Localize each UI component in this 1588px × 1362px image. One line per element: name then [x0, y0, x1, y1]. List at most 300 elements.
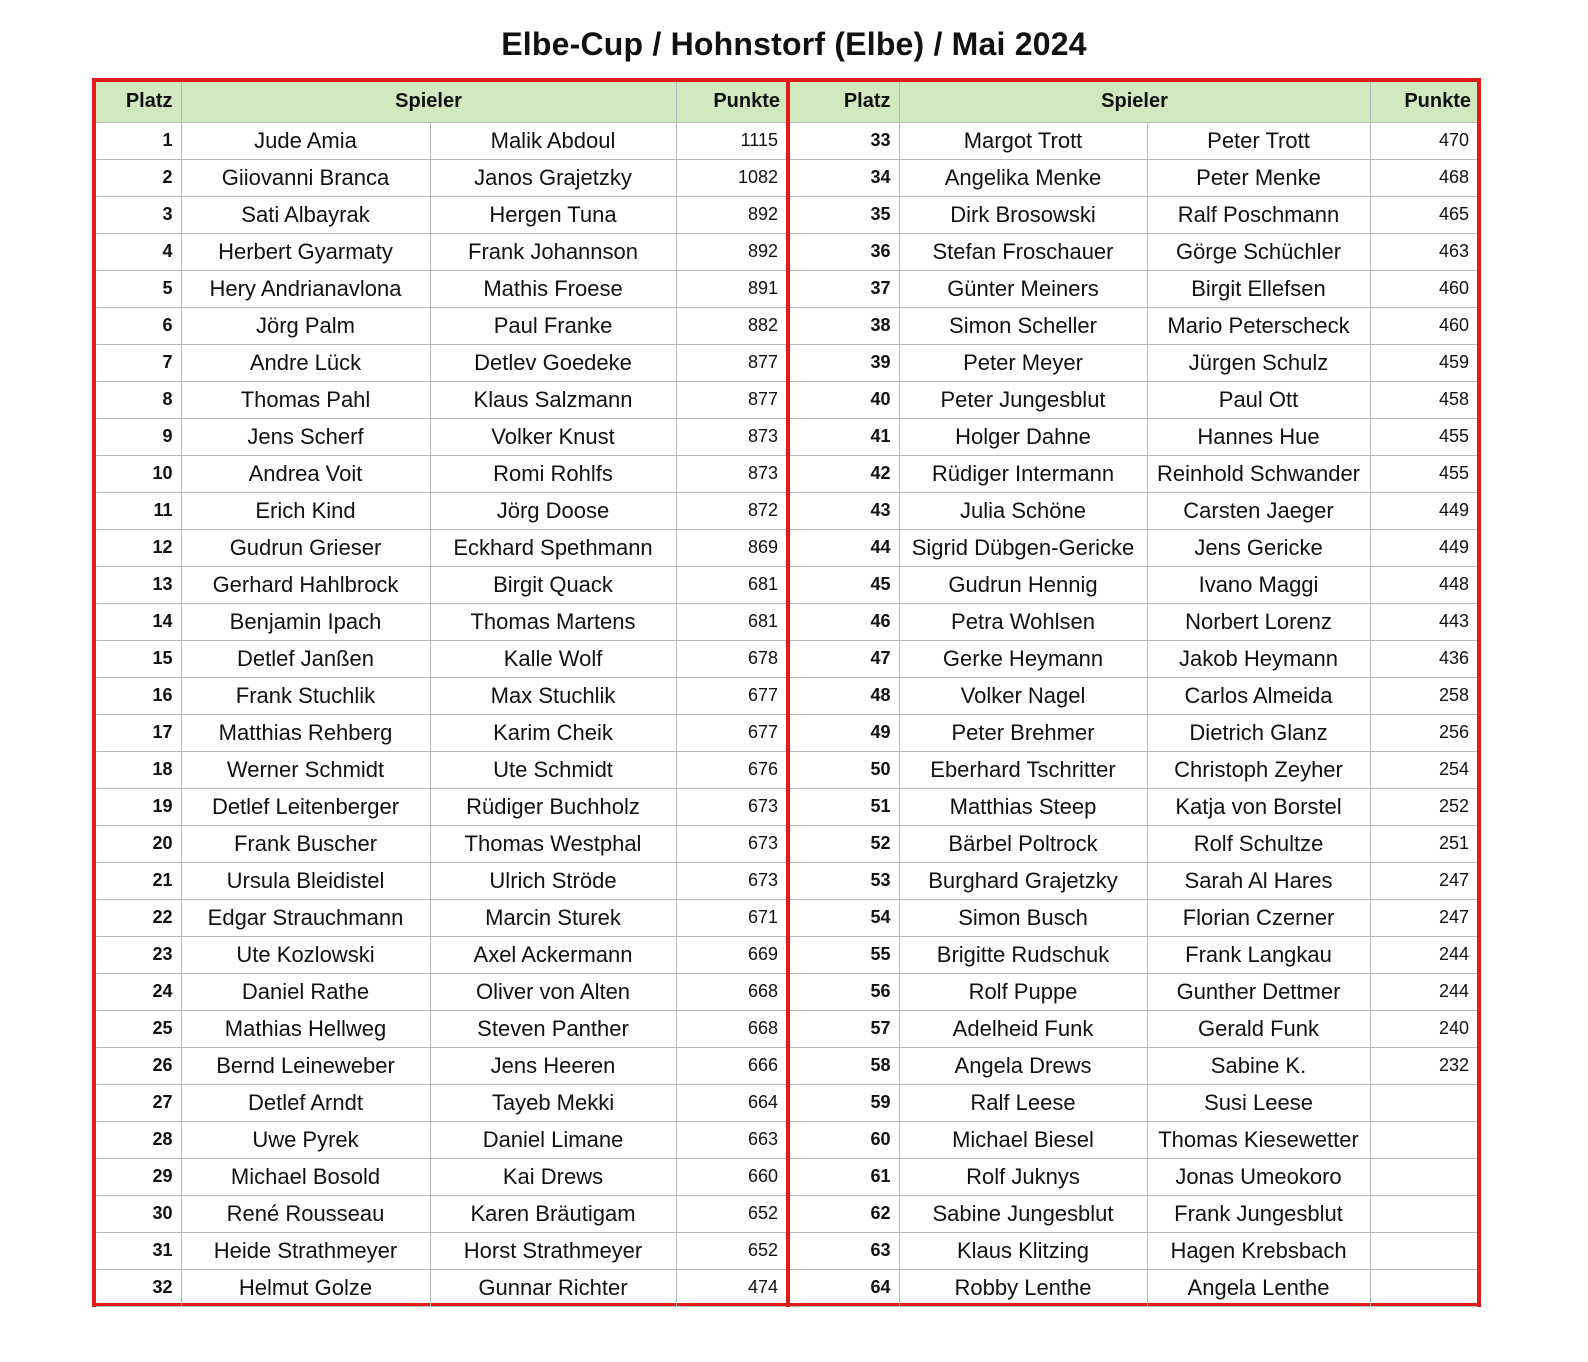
points-cell: 892 — [676, 196, 786, 233]
player-2-cell: Hannes Hue — [1147, 418, 1370, 455]
table-row — [790, 529, 1477, 566]
table-row — [96, 122, 786, 159]
player-1-cell: Giiovanni Branca — [181, 159, 430, 196]
table-row — [96, 862, 786, 899]
player-2-cell: Sarah Al Hares — [1147, 862, 1370, 899]
player-1-cell: Andre Lück — [181, 344, 430, 381]
rank-cell: 24 — [96, 973, 181, 1010]
player-2-cell: Tayeb Mekki — [430, 1084, 676, 1121]
player-1-cell: Jörg Palm — [181, 307, 430, 344]
rank-cell: 35 — [790, 196, 899, 233]
player-1-cell: Ursula Bleidistel — [181, 862, 430, 899]
table-row — [790, 344, 1477, 381]
points-cell: 460 — [1370, 270, 1477, 307]
points-cell — [1370, 1158, 1477, 1195]
rank-cell: 28 — [96, 1121, 181, 1158]
player-2-cell: Paul Franke — [430, 307, 676, 344]
table-row — [790, 1121, 1477, 1158]
rank-cell: 33 — [790, 122, 899, 159]
points-cell: 673 — [676, 862, 786, 899]
table-row — [790, 270, 1477, 307]
table-row — [96, 233, 786, 270]
table-row — [790, 899, 1477, 936]
points-cell: 455 — [1370, 418, 1477, 455]
player-1-cell: Sabine Jungesblut — [899, 1195, 1147, 1232]
player-1-cell: Hery Andrianavlona — [181, 270, 430, 307]
header-punkte: Punkte — [676, 82, 786, 122]
player-2-cell: Thomas Kiesewetter — [1147, 1121, 1370, 1158]
points-cell: 652 — [676, 1232, 786, 1269]
points-cell: 668 — [676, 1010, 786, 1047]
player-2-cell: Jürgen Schulz — [1147, 344, 1370, 381]
points-cell: 251 — [1370, 825, 1477, 862]
ranking-table-right — [790, 82, 1477, 1307]
points-cell: 252 — [1370, 788, 1477, 825]
rank-cell: 8 — [96, 381, 181, 418]
player-2-cell: Paul Ott — [1147, 381, 1370, 418]
table-row — [96, 344, 786, 381]
player-1-cell: René Rousseau — [181, 1195, 430, 1232]
player-2-cell: Thomas Martens — [430, 603, 676, 640]
player-1-cell: Herbert Gyarmaty — [181, 233, 430, 270]
rank-cell: 26 — [96, 1047, 181, 1084]
rank-cell: 18 — [96, 751, 181, 788]
points-cell: 869 — [676, 529, 786, 566]
rank-cell: 48 — [790, 677, 899, 714]
table-row — [96, 603, 786, 640]
player-2-cell: Horst Strathmeyer — [430, 1232, 676, 1269]
player-2-cell: Ulrich Ströde — [430, 862, 676, 899]
rank-cell: 57 — [790, 1010, 899, 1047]
player-2-cell: Görge Schüchler — [1147, 233, 1370, 270]
ranking-table-left — [96, 82, 786, 1307]
table-row — [96, 788, 786, 825]
table-row — [790, 1158, 1477, 1195]
rank-cell: 31 — [96, 1232, 181, 1269]
rank-cell: 1 — [96, 122, 181, 159]
points-cell: 474 — [676, 1269, 786, 1306]
rank-cell: 51 — [790, 788, 899, 825]
player-1-cell: Andrea Voit — [181, 455, 430, 492]
table-row — [96, 1232, 786, 1269]
points-cell: 247 — [1370, 899, 1477, 936]
header-spieler: Spieler — [181, 82, 676, 122]
player-1-cell: Stefan Froschauer — [899, 233, 1147, 270]
table-row — [790, 307, 1477, 344]
rank-cell: 52 — [790, 825, 899, 862]
points-cell: 463 — [1370, 233, 1477, 270]
table-body-left — [96, 122, 786, 1306]
player-1-cell: Robby Lenthe — [899, 1269, 1147, 1306]
table-row — [96, 1084, 786, 1121]
player-1-cell: Holger Dahne — [899, 418, 1147, 455]
header-platz: Platz — [790, 82, 899, 122]
points-cell: 240 — [1370, 1010, 1477, 1047]
player-1-cell: Eberhard Tschritter — [899, 751, 1147, 788]
points-cell: 660 — [676, 1158, 786, 1195]
rank-cell: 15 — [96, 640, 181, 677]
points-cell: 455 — [1370, 455, 1477, 492]
player-1-cell: Burghard Grajetzky — [899, 862, 1147, 899]
table-row — [96, 196, 786, 233]
points-cell: 872 — [676, 492, 786, 529]
rank-cell: 62 — [790, 1195, 899, 1232]
points-cell: 681 — [676, 566, 786, 603]
table-row — [96, 307, 786, 344]
table-row — [96, 1269, 786, 1306]
points-cell: 459 — [1370, 344, 1477, 381]
points-cell: 676 — [676, 751, 786, 788]
player-1-cell: Simon Busch — [899, 899, 1147, 936]
rank-cell: 7 — [96, 344, 181, 381]
player-1-cell: Angelika Menke — [899, 159, 1147, 196]
points-cell: 666 — [676, 1047, 786, 1084]
player-2-cell: Daniel Limane — [430, 1121, 676, 1158]
player-1-cell: Günter Meiners — [899, 270, 1147, 307]
table-row — [790, 640, 1477, 677]
points-cell: 256 — [1370, 714, 1477, 751]
player-2-cell: Peter Trott — [1147, 122, 1370, 159]
player-2-cell: Axel Ackermann — [430, 936, 676, 973]
player-1-cell: Edgar Strauchmann — [181, 899, 430, 936]
table-row — [790, 1010, 1477, 1047]
points-cell: 882 — [676, 307, 786, 344]
table-row — [790, 1232, 1477, 1269]
table-row — [790, 159, 1477, 196]
points-cell — [1370, 1269, 1477, 1306]
points-cell: 258 — [1370, 677, 1477, 714]
points-cell: 458 — [1370, 381, 1477, 418]
points-cell — [1370, 1232, 1477, 1269]
results-table-left — [96, 82, 790, 1303]
rank-cell: 29 — [96, 1158, 181, 1195]
player-1-cell: Rolf Juknys — [899, 1158, 1147, 1195]
player-1-cell: Rüdiger Intermann — [899, 455, 1147, 492]
rank-cell: 44 — [790, 529, 899, 566]
table-row — [790, 1195, 1477, 1232]
points-cell: 465 — [1370, 196, 1477, 233]
rank-cell: 17 — [96, 714, 181, 751]
player-2-cell: Birgit Quack — [430, 566, 676, 603]
rank-cell: 39 — [790, 344, 899, 381]
player-2-cell: Carsten Jaeger — [1147, 492, 1370, 529]
rank-cell: 55 — [790, 936, 899, 973]
player-1-cell: Daniel Rathe — [181, 973, 430, 1010]
player-2-cell: Janos Grajetzky — [430, 159, 676, 196]
points-cell: 247 — [1370, 862, 1477, 899]
player-1-cell: Detlef Leitenberger — [181, 788, 430, 825]
player-2-cell: Romi Rohlfs — [430, 455, 676, 492]
points-cell: 669 — [676, 936, 786, 973]
points-cell: 470 — [1370, 122, 1477, 159]
rank-cell: 32 — [96, 1269, 181, 1306]
rank-cell: 19 — [96, 788, 181, 825]
player-1-cell: Angela Drews — [899, 1047, 1147, 1084]
table-row — [96, 1195, 786, 1232]
player-1-cell: Peter Jungesblut — [899, 381, 1147, 418]
rank-cell: 23 — [96, 936, 181, 973]
table-row — [96, 492, 786, 529]
points-cell: 668 — [676, 973, 786, 1010]
points-cell: 443 — [1370, 603, 1477, 640]
points-cell: 1082 — [676, 159, 786, 196]
table-row — [790, 418, 1477, 455]
player-1-cell: Frank Buscher — [181, 825, 430, 862]
player-2-cell: Oliver von Alten — [430, 973, 676, 1010]
points-cell: 244 — [1370, 973, 1477, 1010]
table-row — [790, 381, 1477, 418]
player-1-cell: Gudrun Hennig — [899, 566, 1147, 603]
rank-cell: 11 — [96, 492, 181, 529]
player-2-cell: Sabine K. — [1147, 1047, 1370, 1084]
rank-cell: 64 — [790, 1269, 899, 1306]
player-1-cell: Peter Meyer — [899, 344, 1147, 381]
player-2-cell: Norbert Lorenz — [1147, 603, 1370, 640]
points-cell: 877 — [676, 344, 786, 381]
player-1-cell: Benjamin Ipach — [181, 603, 430, 640]
points-cell: 677 — [676, 714, 786, 751]
player-1-cell: Rolf Puppe — [899, 973, 1147, 1010]
rank-cell: 41 — [790, 418, 899, 455]
player-2-cell: Jörg Doose — [430, 492, 676, 529]
table-row — [96, 825, 786, 862]
player-2-cell: Gunnar Richter — [430, 1269, 676, 1306]
table-row — [96, 1158, 786, 1195]
points-cell: 673 — [676, 825, 786, 862]
player-2-cell: Ralf Poschmann — [1147, 196, 1370, 233]
rank-cell: 56 — [790, 973, 899, 1010]
player-1-cell: Adelheid Funk — [899, 1010, 1147, 1047]
points-cell: 664 — [676, 1084, 786, 1121]
rank-cell: 59 — [790, 1084, 899, 1121]
table-row — [96, 1010, 786, 1047]
rank-cell: 20 — [96, 825, 181, 862]
player-1-cell: Sati Albayrak — [181, 196, 430, 233]
table-row — [96, 455, 786, 492]
rank-cell: 9 — [96, 418, 181, 455]
player-2-cell: Angela Lenthe — [1147, 1269, 1370, 1306]
player-2-cell: Christoph Zeyher — [1147, 751, 1370, 788]
player-2-cell: Marcin Sturek — [430, 899, 676, 936]
table-row — [96, 159, 786, 196]
player-1-cell: Gerhard Hahlbrock — [181, 566, 430, 603]
player-2-cell: Detlev Goedeke — [430, 344, 676, 381]
player-2-cell: Mathis Froese — [430, 270, 676, 307]
table-row — [790, 492, 1477, 529]
table-row — [96, 714, 786, 751]
rank-cell: 34 — [790, 159, 899, 196]
points-cell: 232 — [1370, 1047, 1477, 1084]
rank-cell: 36 — [790, 233, 899, 270]
points-cell: 671 — [676, 899, 786, 936]
rank-cell: 6 — [96, 307, 181, 344]
player-2-cell: Ute Schmidt — [430, 751, 676, 788]
rank-cell: 12 — [96, 529, 181, 566]
player-1-cell: Mathias Hellweg — [181, 1010, 430, 1047]
points-cell: 449 — [1370, 529, 1477, 566]
player-2-cell: Birgit Ellefsen — [1147, 270, 1370, 307]
rank-cell: 30 — [96, 1195, 181, 1232]
table-row — [790, 455, 1477, 492]
player-1-cell: Jens Scherf — [181, 418, 430, 455]
table-row — [790, 566, 1477, 603]
points-cell: 652 — [676, 1195, 786, 1232]
table-row — [790, 677, 1477, 714]
player-1-cell: Margot Trott — [899, 122, 1147, 159]
player-1-cell: Sigrid Dübgen-Gericke — [899, 529, 1147, 566]
rank-cell: 3 — [96, 196, 181, 233]
player-1-cell: Julia Schöne — [899, 492, 1147, 529]
rank-cell: 63 — [790, 1232, 899, 1269]
player-2-cell: Karim Cheik — [430, 714, 676, 751]
points-cell: 460 — [1370, 307, 1477, 344]
player-1-cell: Jude Amia — [181, 122, 430, 159]
player-1-cell: Matthias Rehberg — [181, 714, 430, 751]
player-2-cell: Jakob Heymann — [1147, 640, 1370, 677]
player-2-cell: Jens Heeren — [430, 1047, 676, 1084]
table-row — [790, 714, 1477, 751]
player-2-cell: Eckhard Spethmann — [430, 529, 676, 566]
rank-cell: 50 — [790, 751, 899, 788]
points-cell: 877 — [676, 381, 786, 418]
table-row — [96, 936, 786, 973]
player-2-cell: Florian Czerner — [1147, 899, 1370, 936]
table-row — [790, 122, 1477, 159]
rank-cell: 14 — [96, 603, 181, 640]
rank-cell: 43 — [790, 492, 899, 529]
rank-cell: 53 — [790, 862, 899, 899]
points-cell: 449 — [1370, 492, 1477, 529]
player-2-cell: Peter Menke — [1147, 159, 1370, 196]
player-1-cell: Simon Scheller — [899, 307, 1147, 344]
player-2-cell: Rüdiger Buchholz — [430, 788, 676, 825]
rank-cell: 16 — [96, 677, 181, 714]
table-row — [790, 825, 1477, 862]
player-1-cell: Uwe Pyrek — [181, 1121, 430, 1158]
player-1-cell: Ralf Leese — [899, 1084, 1147, 1121]
player-1-cell: Erich Kind — [181, 492, 430, 529]
table-row — [790, 788, 1477, 825]
player-2-cell: Kalle Wolf — [430, 640, 676, 677]
player-1-cell: Thomas Pahl — [181, 381, 430, 418]
player-2-cell: Ivano Maggi — [1147, 566, 1370, 603]
player-1-cell: Frank Stuchlik — [181, 677, 430, 714]
player-1-cell: Detlef Arndt — [181, 1084, 430, 1121]
table-row — [96, 418, 786, 455]
table-row — [790, 862, 1477, 899]
results-table-frame — [92, 78, 1481, 1307]
table-row — [96, 529, 786, 566]
player-2-cell: Mario Peterscheck — [1147, 307, 1370, 344]
player-2-cell: Klaus Salzmann — [430, 381, 676, 418]
player-1-cell: Gudrun Grieser — [181, 529, 430, 566]
player-1-cell: Bärbel Poltrock — [899, 825, 1147, 862]
player-2-cell: Rolf Schultze — [1147, 825, 1370, 862]
page-title: Elbe-Cup / Hohnstorf (Elbe) / Mai 2024 — [501, 26, 1087, 62]
rank-cell: 27 — [96, 1084, 181, 1121]
player-2-cell: Volker Knust — [430, 418, 676, 455]
player-2-cell: Gunther Dettmer — [1147, 973, 1370, 1010]
rank-cell: 42 — [790, 455, 899, 492]
player-1-cell: Brigitte Rudschuk — [899, 936, 1147, 973]
player-2-cell: Frank Langkau — [1147, 936, 1370, 973]
header-platz: Platz — [96, 82, 181, 122]
table-row — [96, 1121, 786, 1158]
table-row — [790, 196, 1477, 233]
player-1-cell: Helmut Golze — [181, 1269, 430, 1306]
player-2-cell: Carlos Almeida — [1147, 677, 1370, 714]
player-1-cell: Volker Nagel — [899, 677, 1147, 714]
rank-cell: 13 — [96, 566, 181, 603]
player-2-cell: Thomas Westphal — [430, 825, 676, 862]
player-1-cell: Werner Schmidt — [181, 751, 430, 788]
rank-cell: 40 — [790, 381, 899, 418]
points-cell: 678 — [676, 640, 786, 677]
player-2-cell: Hagen Krebsbach — [1147, 1232, 1370, 1269]
rank-cell: 61 — [790, 1158, 899, 1195]
points-cell: 873 — [676, 418, 786, 455]
points-cell: 254 — [1370, 751, 1477, 788]
player-1-cell: Heide Strathmeyer — [181, 1232, 430, 1269]
rank-cell: 45 — [790, 566, 899, 603]
points-cell: 891 — [676, 270, 786, 307]
player-2-cell: Kai Drews — [430, 1158, 676, 1195]
player-2-cell: Jonas Umeokoro — [1147, 1158, 1370, 1195]
header-punkte: Punkte — [1370, 82, 1477, 122]
rank-cell: 49 — [790, 714, 899, 751]
results-table-right — [790, 82, 1477, 1303]
points-cell: 1115 — [676, 122, 786, 159]
points-cell: 663 — [676, 1121, 786, 1158]
table-row — [96, 1047, 786, 1084]
player-1-cell: Petra Wohlsen — [899, 603, 1147, 640]
player-1-cell: Dirk Brosowski — [899, 196, 1147, 233]
points-cell: 468 — [1370, 159, 1477, 196]
player-2-cell: Frank Johannson — [430, 233, 676, 270]
points-cell — [1370, 1121, 1477, 1158]
player-2-cell: Reinhold Schwander — [1147, 455, 1370, 492]
points-cell: 681 — [676, 603, 786, 640]
points-cell: 448 — [1370, 566, 1477, 603]
player-2-cell: Max Stuchlik — [430, 677, 676, 714]
player-2-cell: Malik Abdoul — [430, 122, 676, 159]
player-2-cell: Karen Bräutigam — [430, 1195, 676, 1232]
points-cell: 436 — [1370, 640, 1477, 677]
player-2-cell: Hergen Tuna — [430, 196, 676, 233]
player-2-cell: Steven Panther — [430, 1010, 676, 1047]
player-1-cell: Michael Biesel — [899, 1121, 1147, 1158]
player-1-cell: Peter Brehmer — [899, 714, 1147, 751]
header-spieler: Spieler — [899, 82, 1370, 122]
table-row — [96, 381, 786, 418]
points-cell — [1370, 1195, 1477, 1232]
rank-cell: 25 — [96, 1010, 181, 1047]
player-1-cell: Matthias Steep — [899, 788, 1147, 825]
table-row — [790, 973, 1477, 1010]
player-2-cell: Dietrich Glanz — [1147, 714, 1370, 751]
rank-cell: 46 — [790, 603, 899, 640]
rank-cell: 54 — [790, 899, 899, 936]
player-1-cell: Michael Bosold — [181, 1158, 430, 1195]
rank-cell: 22 — [96, 899, 181, 936]
table-row — [790, 936, 1477, 973]
rank-cell: 21 — [96, 862, 181, 899]
points-cell: 677 — [676, 677, 786, 714]
table-row — [790, 751, 1477, 788]
rank-cell: 47 — [790, 640, 899, 677]
rank-cell: 5 — [96, 270, 181, 307]
player-1-cell: Gerke Heymann — [899, 640, 1147, 677]
